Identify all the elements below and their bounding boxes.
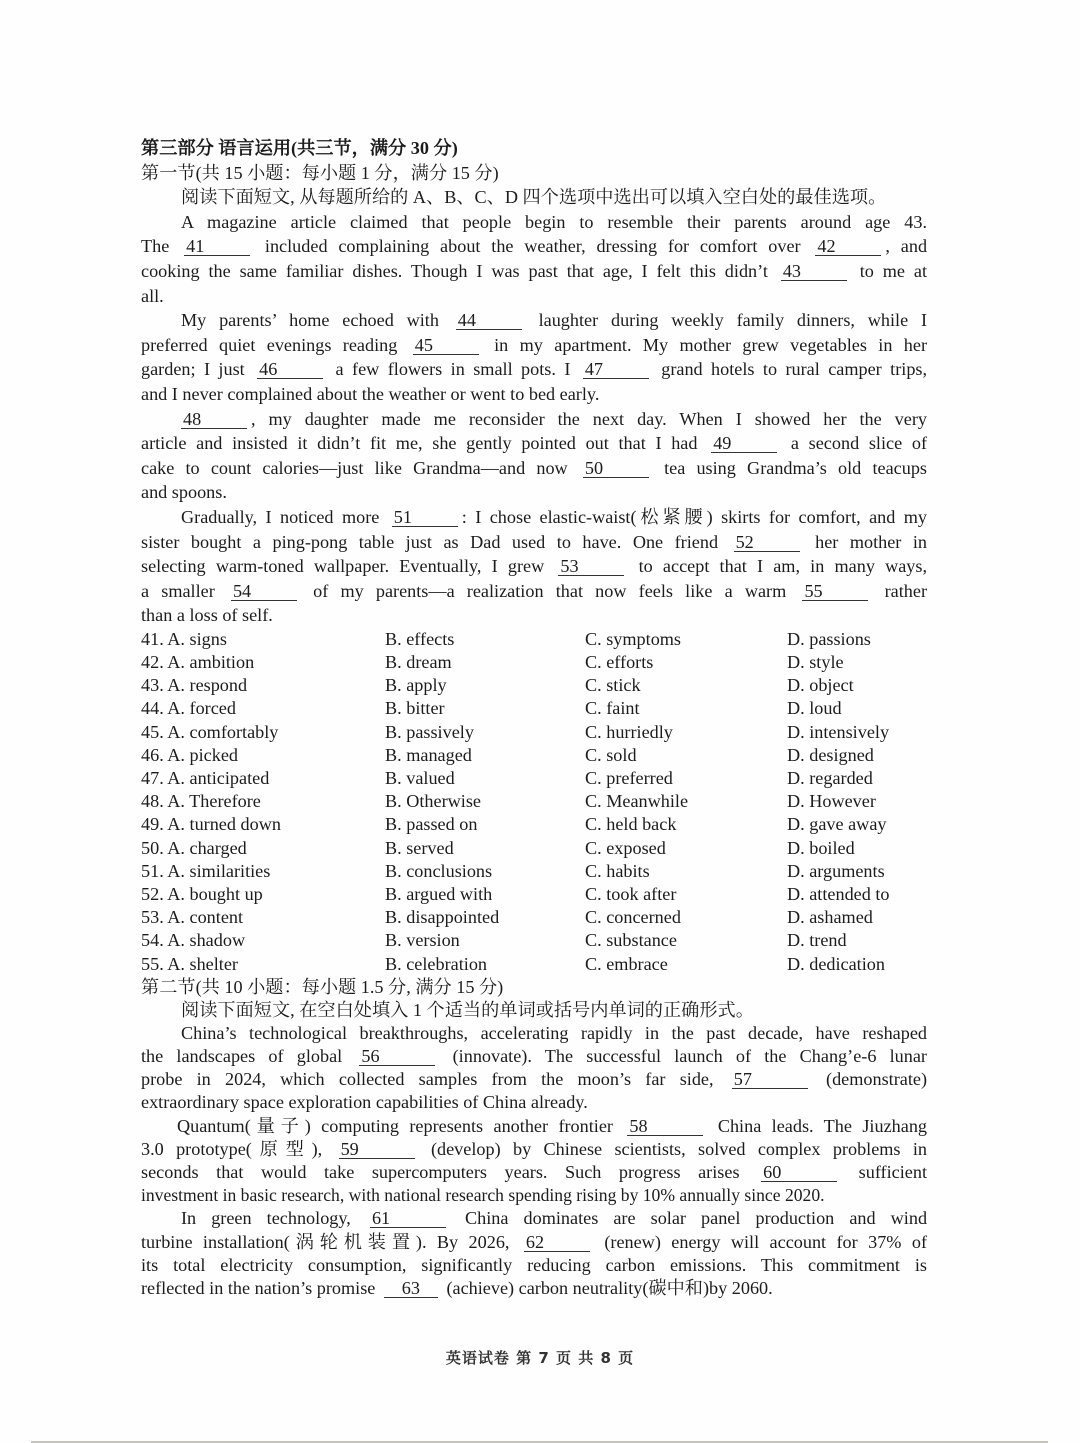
question-row-42	[141, 651, 927, 674]
passage-line: Gradually, I noticed more 51 : I chose elastic-waist(松紧腰) skirts for comfort, and my	[181, 506, 928, 527]
option-d[interactable]: D. dedication	[787, 953, 885, 974]
option-d[interactable]: D. loud	[787, 698, 842, 719]
section1-instruction: 阅读下面短文, 从每题所给的 A、B、C、D 四个选项中选出可以填入空白处的最佳选项。	[181, 187, 887, 208]
blank-63[interactable]: 63	[384, 1279, 438, 1298]
blank-50[interactable]: 50	[583, 459, 649, 478]
option-c[interactable]: C. concerned	[585, 907, 681, 928]
option-c[interactable]: C. efforts	[585, 652, 654, 673]
option-d[interactable]: D. passions	[787, 628, 871, 649]
passage-line: seconds that would take supercomputers years. Such progress arises 60 sufficient	[141, 1161, 928, 1182]
question-row-46	[141, 744, 927, 767]
blank-53[interactable]: 53	[558, 557, 624, 576]
passage-line: My parents’ home echoed with 44 laughter during weekly family dinners, while I	[181, 310, 928, 331]
blank-62[interactable]: 62	[524, 1233, 590, 1252]
option-a[interactable]: 48. A. Therefore	[141, 791, 261, 812]
question-row-41	[141, 628, 927, 651]
option-a[interactable]: 49. A. turned down	[141, 814, 281, 835]
blank-49[interactable]: 49	[711, 434, 777, 453]
blank-46[interactable]: 46	[257, 360, 323, 379]
option-a[interactable]: 52. A. bought up	[141, 883, 263, 904]
blank-54[interactable]: 54	[231, 582, 297, 601]
option-b[interactable]: B. disappointed	[385, 907, 500, 928]
option-d[interactable]: D. designed	[787, 744, 874, 765]
passage-line: and spoons.	[141, 482, 227, 503]
passage-line: its total electricity consumption, significantly reducing carbon emissions. This commitment is	[141, 1254, 927, 1275]
option-d[interactable]: D. boiled	[787, 837, 855, 858]
question-row-49	[141, 813, 927, 836]
passage-line: a smaller 54 of my parents—a realization that now feels like a warm 55 rather	[141, 580, 928, 601]
option-c[interactable]: C. stick	[585, 675, 641, 696]
blank-60[interactable]: 60	[761, 1163, 837, 1182]
passage-line: In green technology, 61 China dominates are solar panel production and wind	[181, 1208, 928, 1229]
option-c[interactable]: C. Meanwhile	[585, 791, 689, 812]
option-d[interactable]: D. ashamed	[787, 907, 873, 928]
blank-61[interactable]: 61	[370, 1209, 446, 1228]
option-d[interactable]: D. gave away	[787, 814, 887, 835]
option-a[interactable]: 47. A. anticipated	[141, 768, 270, 788]
blank-52[interactable]: 52	[734, 533, 800, 552]
blank-48[interactable]: 48	[181, 410, 247, 429]
option-b[interactable]: B. bitter	[385, 698, 445, 719]
blank-45[interactable]: 45	[413, 336, 479, 355]
option-c[interactable]: C. symptoms	[585, 628, 682, 649]
blank-59[interactable]: 59	[339, 1140, 415, 1159]
option-c[interactable]: C. hurriedly	[585, 721, 673, 742]
section2-passage	[141, 1022, 927, 1300]
option-d[interactable]: D. style	[787, 652, 844, 673]
passage-line: than a loss of self.	[141, 605, 273, 626]
option-b[interactable]: B. dream	[385, 652, 452, 673]
passage-line: selecting warm-toned wallpaper. Eventually, I grew 53 to accept that I am, in many ways,	[141, 556, 928, 577]
part-title: 第三部分 语言运用(共三节，满分 30 分)	[141, 138, 458, 158]
passage-line: turbine installation(涡轮机装置). By 2026, 62 (renew) energy will account for 37% of	[141, 1231, 928, 1252]
blank-58[interactable]: 58	[627, 1117, 703, 1136]
option-a[interactable]: 55. A. shelter	[141, 953, 238, 974]
blank-43[interactable]: 43	[781, 262, 847, 281]
passage-line: sister bought a ping-pong table just as Dad used to have. One friend 52 her mother in	[141, 531, 928, 552]
option-c[interactable]: C. took after	[585, 883, 677, 904]
option-b[interactable]: B. version	[385, 930, 460, 951]
question-row-48	[141, 790, 927, 813]
exam-page	[141, 136, 927, 1300]
option-a[interactable]: 54. A. shadow	[141, 930, 246, 951]
option-b[interactable]: B. managed	[385, 744, 472, 765]
option-d[interactable]: D. arguments	[787, 860, 885, 881]
passage-line: preferred quiet evenings reading 45 in my apartment. My mother grew vegetables in her	[141, 334, 928, 355]
option-b[interactable]: B. passively	[385, 721, 474, 742]
option-a[interactable]: 43. A. respond	[141, 675, 248, 696]
option-a[interactable]: 51. A. similarities	[141, 860, 271, 881]
passage-line: all.	[141, 285, 164, 306]
option-b[interactable]: B. conclusions	[385, 860, 493, 881]
passage-line: probe in 2024, which collected samples from the moon’s far side, 57 (demonstrate)	[141, 1069, 928, 1090]
passage-line: the landscapes of global 56 (innovate). The successful launch of the Chang’e-6 lunar	[141, 1045, 927, 1066]
option-a[interactable]: 50. A. charged	[141, 837, 247, 858]
option-d[interactable]: D. attended to	[787, 883, 890, 904]
section2-instruction: 阅读下面短文, 在空白处填入 1 个适当的单词或括号内单词的正确形式。	[181, 999, 754, 1020]
question-row-51	[141, 860, 927, 883]
option-c[interactable]: C. faint	[585, 698, 640, 719]
option-b[interactable]: B. served	[385, 837, 454, 858]
blank-57[interactable]: 57	[732, 1070, 808, 1089]
question-row-43	[141, 674, 927, 697]
option-b[interactable]: B. passed on	[385, 814, 478, 835]
option-c[interactable]: C. preferred	[585, 768, 673, 788]
passage-line: 3.0 prototype(原型), 59 (develop) by Chinese scientists, solved complex problems in	[141, 1138, 928, 1159]
passage-line: 48 , my daughter made me reconsider the next day. When I showed her the very	[183, 408, 927, 429]
blank-56[interactable]: 56	[359, 1047, 435, 1066]
option-c[interactable]: C. habits	[585, 860, 650, 881]
question-row-44	[141, 697, 927, 720]
option-d[interactable]: D. object	[787, 675, 854, 696]
blank-42[interactable]: 42	[815, 237, 881, 256]
blank-44[interactable]: 44	[456, 311, 522, 330]
option-b[interactable]: B. apply	[385, 675, 447, 696]
option-c[interactable]: C. exposed	[585, 837, 666, 858]
passage-line: reflected in the nation’s promise 63 (achieve) carbon neutrality(碳中和)by 2060.	[141, 1277, 773, 1298]
question-row-52	[141, 883, 927, 906]
option-c[interactable]: C. substance	[585, 930, 677, 951]
options-table	[141, 628, 927, 976]
blank-51[interactable]: 51	[392, 508, 458, 527]
passage-line: and I never complained about the weather or went to bed early.	[141, 383, 600, 404]
option-b[interactable]: B. effects	[385, 628, 455, 649]
option-b[interactable]: B. Otherwise	[385, 791, 481, 812]
passage-line: garden; I just 46 a few flowers in small pots. I 47 grand hotels to rural camper trips,	[141, 359, 928, 380]
option-c[interactable]: C. held back	[585, 814, 677, 835]
passage-line: cooking the same familiar dishes. Though I was past that age, I felt this didn’t 43 to me at	[141, 260, 928, 281]
option-b[interactable]: B. celebration	[385, 953, 488, 974]
passage-line: investment in basic research, with national research spending rising by 10% annually since 2020.	[141, 1185, 825, 1206]
passage-line: cake to count calories—just like Grandma—and now 50 tea using Grandma’s old teacups	[141, 457, 927, 478]
question-row-55	[141, 953, 927, 976]
blank-47[interactable]: 47	[583, 360, 649, 379]
question-row-53	[141, 906, 927, 929]
option-b[interactable]: B. argued with	[385, 883, 493, 904]
passage-line: article and insisted it didn’t fit me, she gently pointed out that I had 49 a second slice of	[141, 433, 928, 454]
option-d[interactable]: D. trend	[787, 930, 847, 951]
passage-line: extraordinary space exploration capabilities of China already.	[141, 1092, 588, 1113]
option-d[interactable]: D. regarded	[787, 768, 873, 788]
blank-55[interactable]: 55	[802, 582, 868, 601]
question-row-47	[141, 767, 927, 790]
section1-heading: 第一节(共 15 小题：每小题 1 分，满分 15 分)	[141, 162, 499, 183]
section1-passage	[141, 210, 927, 628]
option-a[interactable]: 53. A. content	[141, 907, 244, 928]
question-row-45	[141, 721, 927, 744]
option-c[interactable]: C. embrace	[585, 953, 668, 974]
option-d[interactable]: D. However	[787, 791, 876, 812]
option-b[interactable]: B. valued	[385, 768, 455, 788]
page-footer: 英语试卷 第 7 页 共 8 页	[445, 1349, 635, 1367]
passage-line: The 41 included complaining about the weather, dressing for comfort over 42 , and	[141, 236, 928, 257]
blank-41[interactable]: 41	[184, 237, 250, 256]
passage-line: China’s technological breakthroughs, accelerating rapidly in the past decade, have reshaped	[181, 1022, 927, 1043]
option-d[interactable]: D. intensively	[787, 721, 890, 742]
option-a[interactable]: 42. A. ambition	[141, 652, 255, 673]
option-a[interactable]: 46. A. picked	[141, 744, 238, 765]
question-row-54	[141, 929, 927, 952]
option-a[interactable]: 41. A. signs	[141, 628, 227, 649]
option-a[interactable]: 44. A. forced	[141, 698, 236, 719]
passage-line: A magazine article claimed that people begin to resemble their parents around age 43.	[181, 211, 927, 232]
option-c[interactable]: C. sold	[585, 744, 637, 765]
passage-line: Quantum(量子) computing represents another frontier 58 China leads. The Jiuzhang	[177, 1115, 928, 1136]
section2-heading: 第二节(共 10 小题：每小题 1.5 分, 满分 15 分)	[141, 976, 504, 997]
option-a[interactable]: 45. A. comfortably	[141, 721, 279, 742]
question-row-50	[141, 837, 927, 860]
